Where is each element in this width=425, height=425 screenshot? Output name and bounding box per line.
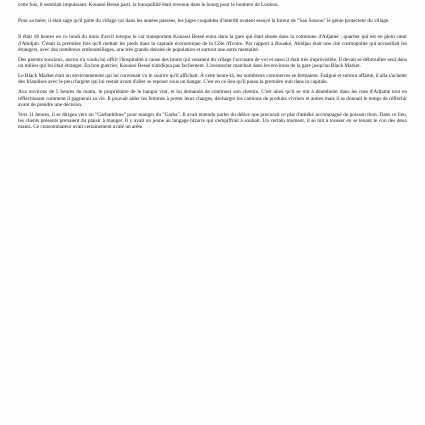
paragraph-parents: Des parents soucieux, aucun n'a voulu lui offrir l'hospitalité à cause des bruits qui venaient du village l'accusant de vol et aussi il était très imprévisible. Il devait se débrouiller seul dans un milieu qui lui était étranger. En bon guerrier, Kouassi Bessé n'abdiqua pas facilement. L'aventurier marchait dans les environs de la gare jusqu'au Black Market. (18, 56, 407, 70)
paragraph-garba: Vers 11 heures, il se dirigea vers un "Garbadrôme" pour manger du "Garba". Il avait entendu parler du délice que procurait ce plat d'attiéké accompagné de poisson thon. Dans ce lieu, les clients présents prenaient du plaisir à manger. Il y avait un jeune au langage bizarre qui s'empiffrait à souhait. Un certain moment, il se mit à tousser en se tenant le cou des deux mains. Ce consommateur avait certainement avalé un arête. (18, 111, 407, 131)
paragraph-mother: Pour sa mère, il était sage qu'il parte du village car dans les années passées, les juges coupables d'interdit avaient essuyé la fureur de "San Sussou" le génie protecteur du village. (18, 18, 390, 24)
paragraph-arrival: Il était 18 heures en ce lundi du mois d'avril lorsque le car transportant Kouassi Bessé entra dans la gare qui était située dans la commune d'Adjamé ; quartier qui est en plein cœur d'Abidjan. C'était la première fois qu'il mettait les pieds dans la capitale économique de la Côte d'Ivoire. Par rapport à Bouaké, Abidjan était une cité cosmopolite qui accueillait les étrangers, avec des nombreux embouteillages, une très grande densité de population et surtout une autre mentalité. (18, 34, 407, 54)
paragraph-continued: cette fois, il semblait impuissant. Kouassi Bessé parti, la tranquillité était revenue dans le bourg pour le bonheur de Loukou. (18, 2, 279, 8)
continued-paragraph-clip (18, 2, 407, 15)
paragraph-black-market: Le Black Market était un environnement qui lui convenait vu le sourire qu'il affichait. À cette heure-là, les nombreux commerces se fermaient. Fatigué et surtout affamé, il alla s'acheter des friandises avec le peu d'argent qui lui restait avant d'aller se reposer sous un hangar. C'est en ce lieu qu'il passa la première nuit dans la capitale. (18, 73, 407, 86)
paragraph-morning: Aux environs de 5 heures du matin, le propriétaire de le hangar vint, et lui demanda de continuer son chemin. C'est ainsi qu'il se mit à déambuler dans les rues d'Adjamé tout en réfléchissant comment il gagnerait sa vie. Il pouvait aider les femmes à porter leurs charges, décharger les camions de produits vivriers et autres mais il se donnait le temps de réfléchir avant de prendre une décision. (18, 89, 407, 108)
